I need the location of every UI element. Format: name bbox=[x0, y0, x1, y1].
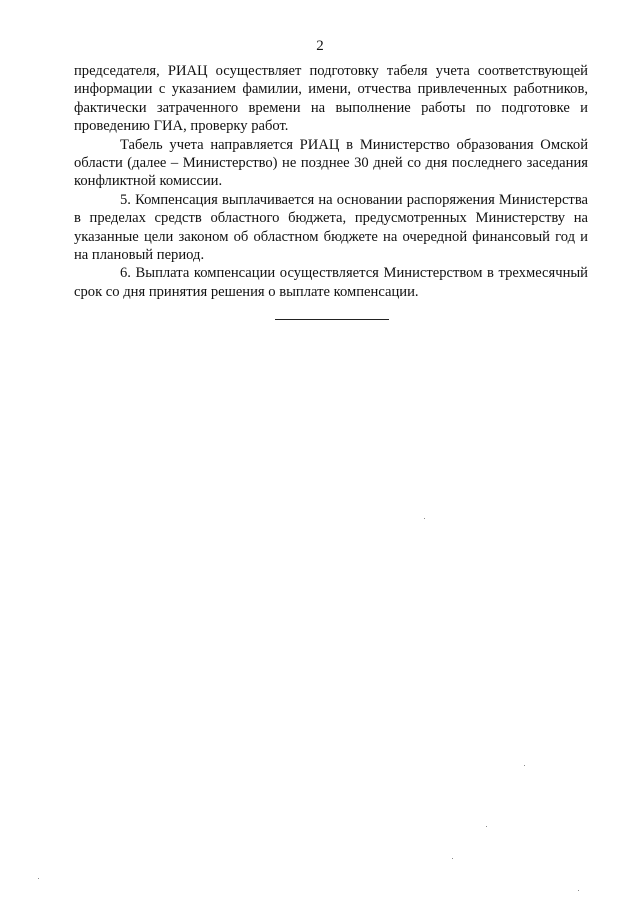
scan-speck bbox=[524, 765, 525, 766]
page-number: 2 bbox=[316, 38, 324, 54]
paragraph-continuation: председателя, РИАЦ осуществляет подготовку табеля учета соответствующей информации с указанием фамилии, имени, отчества привлеченных работников, фактически затраченного времени на выполнение работы по подготовке и проведению ГИА, проверку работ. bbox=[74, 63, 588, 135]
paragraph-item-6: 6. Выплата компенсации осуществляется Министерством в трехмесячный срок со дня принятия решения о выплате компенсации. bbox=[74, 265, 588, 300]
scan-speck bbox=[424, 518, 425, 519]
scan-speck bbox=[38, 878, 39, 879]
scan-speck bbox=[452, 858, 453, 859]
paragraph-item-5: 5. Компенсация выплачивается на основании распоряжения Министерства в пределах средств областного бюджета, предусмотренных Министерству на указанные цели законом об областном бюджете на очередной финансовый год и на плановый период. bbox=[74, 191, 588, 264]
scan-speck bbox=[486, 826, 487, 827]
document-body bbox=[74, 62, 588, 301]
end-separator-line bbox=[275, 319, 389, 320]
scan-speck bbox=[578, 890, 579, 891]
paragraph-timesheet: Табель учета направляется РИАЦ в Министерство образования Омской области (далее – Министерство) не позднее 30 дней со дня последнего заседания конфликтной комиссии. bbox=[74, 136, 588, 190]
